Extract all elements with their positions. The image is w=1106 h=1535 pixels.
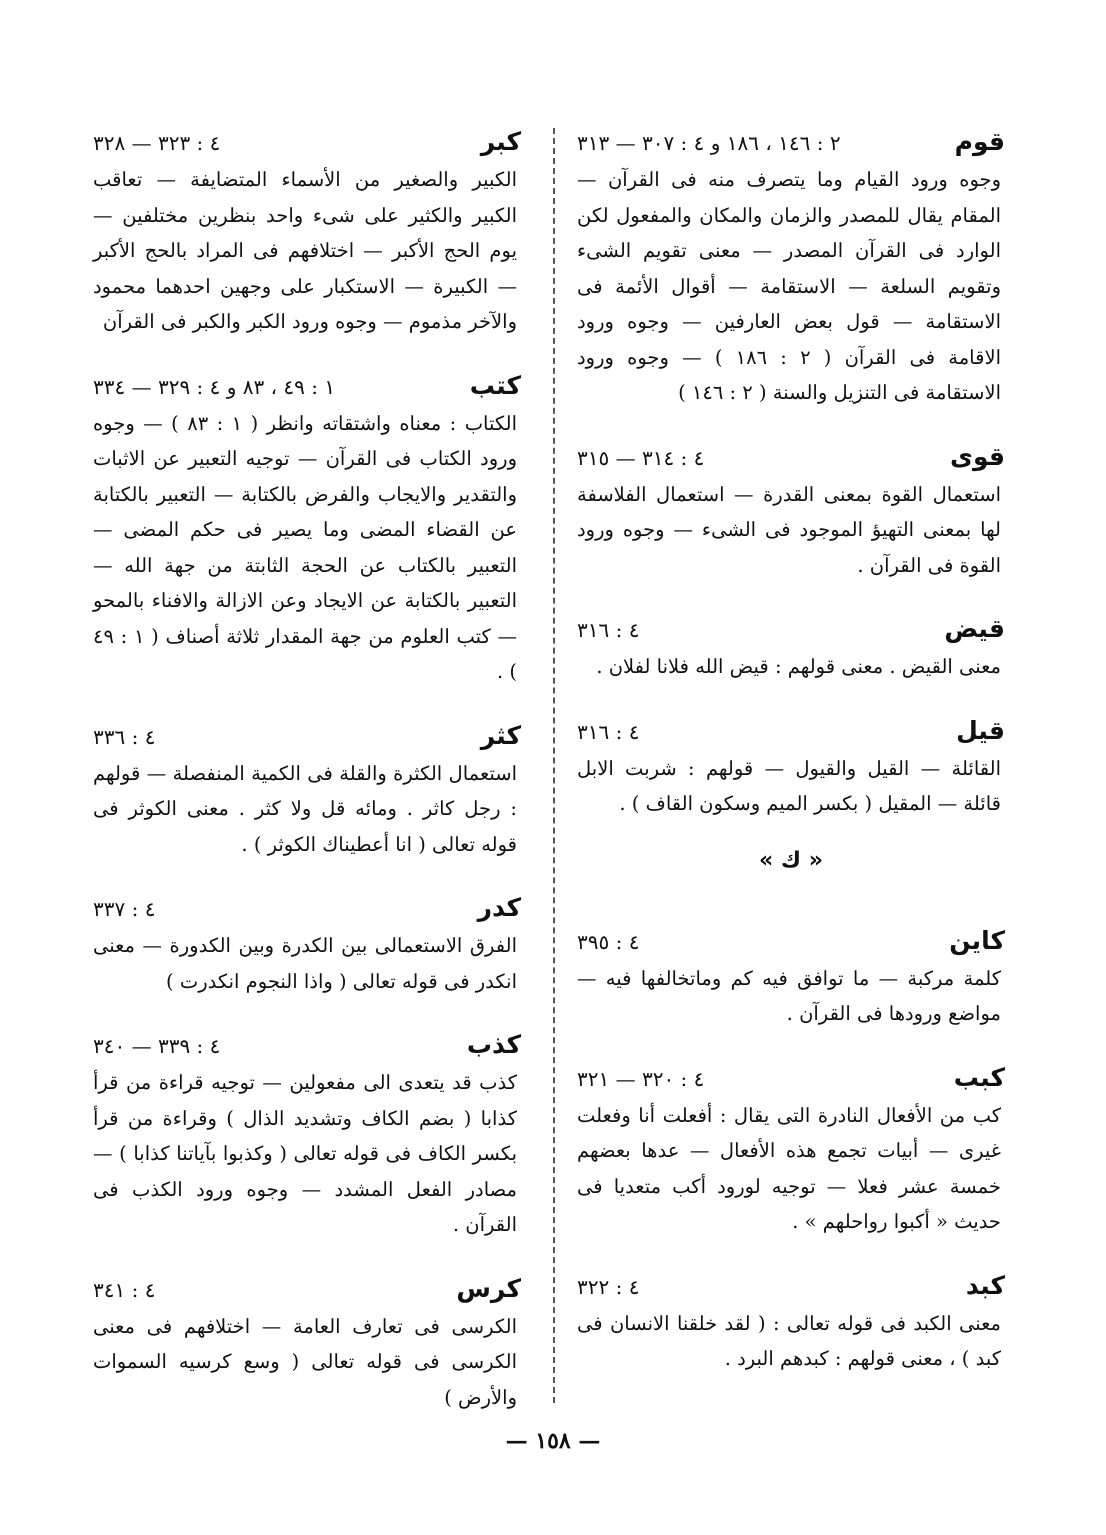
volume-page-reference: ٤ : ٣١٤ — ٣١٥ [577, 445, 705, 470]
entry-kthr [93, 716, 521, 863]
entry-header [93, 366, 521, 406]
headword: كبر [480, 127, 521, 156]
volume-page-reference: ٤ : ٣٤١ [93, 1277, 156, 1302]
entry-kbd [577, 1266, 1005, 1377]
entry-definition: الكتاب : معناه واشتقاته وانظر ( ١ : ٨٣ ) — وجوه ورود الكتاب فى القرآن — توجيه التعبير عن الاثبات والتقدير والايجاب والفرض بالكتابة — التعبير بالكتابة عن القضاء المضى وما يصير فى حكم المضى — التعبير بالكتاب عن الحجة الثابتة من جهة الله — التعبير بالكتابة عن الايجاد وعن الازالة والافناء بالمحو — كتب العلوم من جهة المقدار ثلاثة أصناف ( ١ : ٤٩ ) . [93, 411, 518, 683]
entry-definition: الكبير والصغير من الأسماء المتضايفة — تعاقب الكبير والكثير على شىء واحد بنظرين مختلفين — يوم الحج الأكبر — اختلافهم فى المراد بالحج الأكبر — الكبيرة — الاستكبار على وجهين احدهما محمود والآخر مذموم — وجوه ورود الكبر والكبر فى القرآن [93, 168, 517, 333]
entry-definition: القائلة — القيل والقيول — قولهم : شربت الابل قائلة — المقيل ( بكسر الميم وسكون القاف ) . [577, 756, 1001, 815]
entry-header [577, 1058, 1005, 1098]
volume-page-reference: ٤ : ٣١٦ [577, 719, 640, 744]
entry-qwm [577, 122, 1005, 411]
entry-qyd [577, 609, 1005, 685]
section-letter-heading: « ك » [759, 847, 823, 873]
entry-definition: الكرسى فى تعارف العامة — اختلافهم فى معنى الكرسى فى قوله تعالى ( وسع كرسيه السموات والأرض ) [93, 1314, 517, 1409]
volume-page-reference: ٤ : ٣١٦ [577, 618, 640, 642]
entry-header [577, 609, 1005, 649]
entry-ktb [93, 366, 521, 690]
entry-kayn [577, 921, 1005, 1032]
entry-definition: معنى القيض . معنى قولهم : قيض الله فلانا لفلان . [596, 655, 1001, 678]
entry-definition: كذب قد يتعدى الى مفعولين — توجيه قراءة من قرأ كذابا ( بضم الكاف وتشديد الذال ) وقراءة من قرأ بكسر الكاف فى قوله تعالى ( وكذبوا بآياتنا كذابا ) — مصادر الفعل المشدد — وجوه ورود الكذب فى القرآن . [93, 1071, 517, 1236]
volume-page-reference: ٤ : ٣٢٣ — ٣٢٨ [93, 131, 221, 155]
column-divider [553, 128, 555, 1403]
entry-header [577, 711, 1005, 751]
headword: كدر [477, 893, 521, 922]
headword: كرس [456, 1273, 521, 1303]
entry-header [93, 888, 521, 928]
entry-definition: استعمال القوة بمعنى القدرة — استعمال الفلاسفة لها بمعنى التهيؤ الموجود فى الشىء — وجوه ورود القوة فى القرآن . [577, 482, 1001, 577]
headword: قيل [956, 715, 1005, 745]
volume-page-reference: ٤ : ٣٣٧ [93, 897, 156, 921]
entry-header [577, 437, 1005, 477]
headword: كثر [480, 720, 521, 750]
volume-page-reference: ٤ : ٣٣٩ — ٣٤٠ [93, 1034, 221, 1058]
entry-qwy [577, 437, 1005, 584]
headword: قوم [954, 127, 1005, 156]
entry-definition: معنى الكبد فى قوله تعالى : ( لقد خلقنا الانسان فى كبد ) ، معنى قولهم : كبدهم البرد . [577, 1311, 1001, 1370]
entry-header [93, 1269, 521, 1309]
volume-page-reference: ٤ : ٣٢٢ [577, 1274, 640, 1299]
entry-header [577, 921, 1005, 961]
entry-krs [93, 1269, 521, 1416]
volume-page-reference: ٢ : ١٤٦ ، ١٨٦ و ٤ : ٣٠٧ — ٣١٣ [577, 131, 841, 155]
entry-kbr [93, 122, 521, 340]
headword: كذب [466, 1030, 521, 1059]
volume-page-reference: ٤ : ٣٢٠ — ٣٢١ [577, 1066, 705, 1091]
headword: قوى [950, 441, 1005, 471]
volume-page-reference: ٤ : ٣٣٦ [93, 724, 156, 749]
page-number: — ١٥٨ — [505, 1428, 601, 1454]
entry-kdhb [93, 1025, 521, 1243]
entry-header [93, 1025, 521, 1065]
entry-kbb [577, 1058, 1005, 1240]
entry-definition: استعمال الكثرة والقلة فى الكمية المنفصلة — قولهم : رجل كاثر . ومائه قل ولا كثر . معنى الكوثر فى قوله تعالى ( انا أعطيناك الكوثر ) . [93, 761, 517, 856]
entry-header [577, 1266, 1005, 1306]
headword: كبب [953, 1062, 1005, 1092]
headword: كبد [965, 1270, 1005, 1300]
entry-header [93, 122, 521, 162]
entry-kdr [93, 888, 521, 999]
entry-definition: وجوه ورود القيام وما يتصرف منه فى القرآن — المقام يقال للمصدر والزمان والمكان والمفعول لكن الوارد فى القرآن المصدر — معنى تقويم الشىء وتقويم السلعة — الاستقامة — أقوال الأئمة فى الاستقامة — قول بعض العارفين — وجوه ورود الاقامة فى القرآن ( ٢ : ١٨٦ ) — وجوه ورود الاستقامة فى التنزيل والسنة ( ٢ : ١٤٦ ) [577, 168, 1001, 404]
entry-definition: كب من الأفعال النادرة التى يقال : أفعلت أنا وفعلت غيرى — أبيات تجمع هذه الأفعال — عدها بعضهم خمسة عشر فعلا — توجيه لورود أكب متعديا فى حديث « أكبوا رواحلهم » . [577, 1103, 1001, 1233]
headword: قيض [944, 614, 1005, 643]
entry-header [93, 716, 521, 756]
left-column [93, 122, 521, 1441]
headword: كاين [949, 925, 1005, 955]
entry-qyl [577, 711, 1005, 822]
entry-definition: كلمة مركبة — ما توافق فيه كم وماتخالفها فيه — مواضع ورودها فى القرآن . [577, 966, 1001, 1025]
entry-header [577, 122, 1005, 162]
headword: كتب [469, 370, 521, 400]
volume-page-reference: ٤ : ٣٩٥ [577, 929, 640, 954]
right-column [577, 122, 1005, 1403]
entry-definition: الفرق الاستعمالى بين الكدرة وبين الكدورة — معنى انكدر فى قوله تعالى ( واذا النجوم انكدرت ) [93, 934, 517, 993]
volume-page-reference: ١ : ٤٩ ، ٨٣ و ٤ : ٣٢٩ — ٣٣٤ [93, 374, 336, 399]
